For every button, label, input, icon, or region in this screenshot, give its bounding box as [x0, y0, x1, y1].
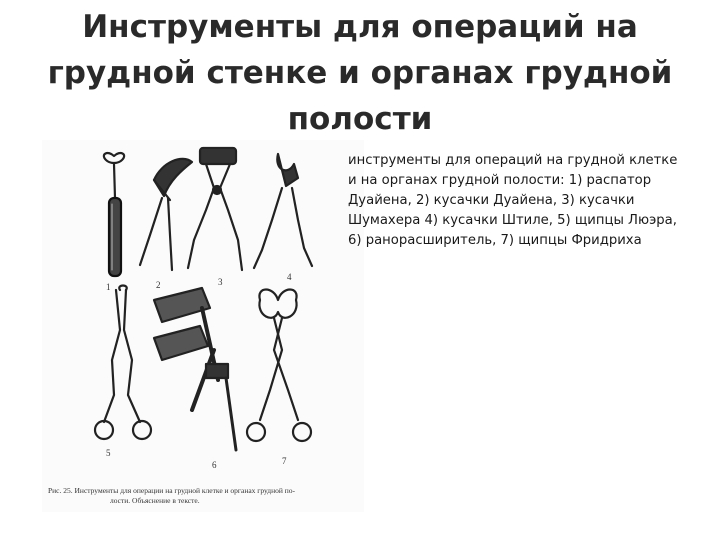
figure-caption [48, 486, 358, 506]
slide-title: Инструменты для операций на грудной стенке и органах грудной полости [47, 9, 673, 137]
doyen-rib-shears-drawing [140, 159, 192, 270]
friedrich-forceps-drawing [247, 290, 311, 442]
figure-number: 3 [218, 277, 223, 287]
figure-number: 2 [156, 280, 161, 290]
raspatory-drawing [104, 153, 124, 276]
figure-number: 6 [212, 460, 217, 470]
figure-caption-line1: Рис. 25. Инструменты для операции на грудной клетке и органах грудной по- [48, 486, 296, 495]
figure-number: 1 [106, 282, 111, 292]
figure-number: 7 [282, 456, 287, 466]
figure-caption-line2: лости. Объяснение в тексте. [110, 496, 200, 505]
figure-number: 5 [106, 448, 111, 458]
luer-forceps-drawing [95, 286, 151, 440]
rib-retractor-drawing [154, 288, 236, 450]
schumacher-rib-shears-drawing [188, 148, 242, 270]
figure-number: 4 [287, 272, 292, 282]
stille-rib-shears-drawing [254, 154, 312, 268]
instruments-illustration [42, 140, 364, 512]
instruments-description: инструменты для операций на грудной клетке и на органах грудной полости: 1) распатор Дуайена, 2) кусачки Дуайена, 3) кусачки Шумахера 4) кусачки Штиле, 5) щипцы Люэра, 6) ранорасширитель, 7) щипцы Фридриха [348, 153, 678, 248]
